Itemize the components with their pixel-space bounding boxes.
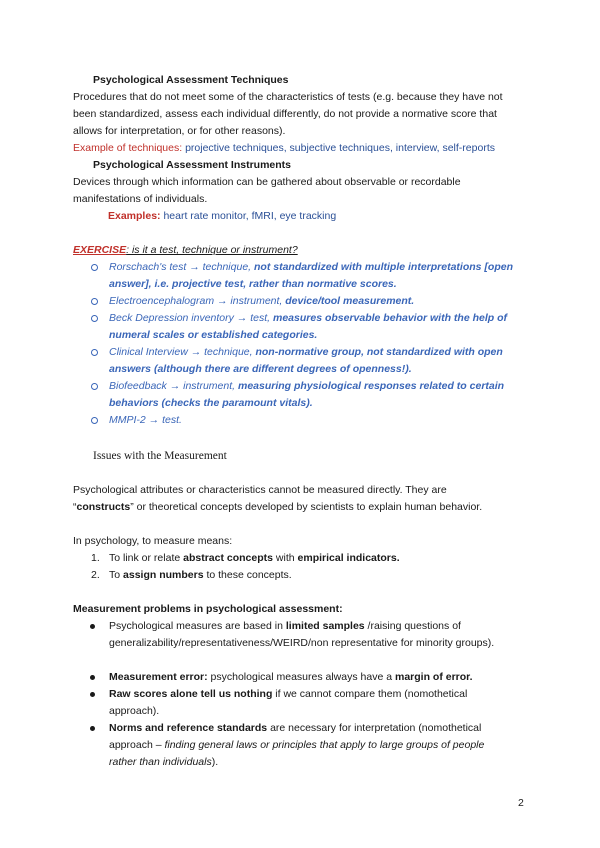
problem-item (73, 618, 543, 652)
exercise-item-bold-line2: numeral scales or established categories. (109, 329, 318, 341)
measure-step-pre: To (109, 569, 124, 581)
constructs-word: constructs (76, 501, 131, 513)
problems-heading: Measurement problems in psychological assessment: (73, 603, 343, 615)
measure-step-mid: with (273, 552, 298, 564)
exercise-item-lead: Biofeedback → instrument, (109, 380, 238, 392)
problem-item-text: if we cannot compare them (nomothetical (272, 688, 468, 700)
problems-list-continued (73, 669, 543, 771)
exercise-item-lead: Beck Depression inventory → test, (109, 312, 273, 324)
techniques-definition-line: allows for interpretation, or for other reasons). (73, 125, 286, 137)
techniques-heading: Psychological Assessment Techniques (93, 74, 289, 86)
problem-item-text: generalizability/representativeness/WEIRD/non representative for minority groups). (109, 637, 495, 649)
exercise-prompt (73, 242, 298, 259)
techniques-definition-line: been standardized, assess each individual differently, do not provide a normative score that (73, 108, 497, 120)
exercise-item (73, 310, 543, 344)
problem-item-text: psychological measures always have a (207, 671, 395, 683)
exercise-item-bold-line2: answer], i.e. projective test, rather than normative scores. (109, 278, 397, 290)
problem-item-text: are necessary for interpretation (nomothetical (267, 722, 482, 734)
exercise-item-bold-line2: behaviors (checks the paramount vitals). (109, 397, 313, 409)
constructs-paragraph (73, 482, 533, 516)
techniques-example (73, 140, 533, 157)
problem-item-bold: Measurement error: (109, 671, 208, 683)
constructs-line (73, 499, 533, 516)
exercise-item-bold: not standardized with multiple interpretations [open (254, 261, 514, 273)
measure-step-bold: abstract concepts (183, 552, 273, 564)
instruments-definition (73, 174, 533, 208)
problem-item-text: ). (211, 756, 219, 768)
techniques-definition (73, 89, 533, 157)
measure-step-bold: assign numbers (123, 569, 204, 581)
exercise-list (73, 259, 543, 429)
exercise-label: EXERCISE (73, 244, 127, 256)
exercise-item (73, 412, 543, 429)
exercise-item-bold: measuring physiological responses related to certain (237, 380, 505, 392)
exercise-item-lead: Rorschach's test → technique, (109, 261, 254, 273)
problems-list (73, 618, 543, 652)
exercise-item-bold: measures observable behavior with the help of (273, 312, 507, 324)
measure-step-number: 2. (91, 569, 100, 581)
problem-item (73, 720, 543, 771)
techniques-definition-line: Procedures that do not meet some of the characteristics of tests (e.g. because they have not (73, 91, 503, 103)
exercise-item (73, 378, 543, 412)
measurement-heading: Issues with the Measurement (93, 450, 227, 462)
measure-intro: In psychology, to measure means: (73, 535, 233, 547)
exercise-item-lead: Electroencephalogram → instrument, (109, 295, 286, 307)
problem-item-bold: Norms and reference standards (109, 722, 268, 734)
measure-step (91, 567, 292, 584)
constructs-quote-open: “ (73, 501, 77, 513)
exercise-item-bold: device/tool measurement. (285, 295, 415, 307)
problem-item (73, 686, 543, 720)
instruments-example-text: heart rate monitor, fMRI, eye tracking (160, 210, 337, 222)
exercise-item (73, 344, 543, 378)
exercise-question: : is it a test, technique or instrument? (126, 244, 298, 256)
exercise-item-bold-line2: answers (although there are different degrees of openness!). (109, 363, 412, 375)
page-number: 2 (518, 797, 524, 809)
exercise-item (73, 293, 543, 310)
techniques-example-label: Example of techniques: (73, 142, 183, 154)
instruments-heading: Psychological Assessment Instruments (93, 159, 292, 171)
exercise-item-lead: MMPI-2 → test. (109, 414, 182, 426)
techniques-example-text: projective techniques, subjective techniques, interview, self-reports (182, 142, 495, 154)
problem-item-text: /raising questions of (364, 620, 461, 632)
instruments-example-label: Examples: (108, 210, 161, 222)
measure-step (91, 550, 400, 567)
measure-step-pre: To link or relate (109, 552, 184, 564)
problem-item-text: Psychological measures are based in (109, 620, 286, 632)
constructs-line: Psychological attributes or characteristics cannot be measured directly. They are (73, 484, 447, 496)
problem-item-italic: finding general laws or principles that apply to large groups of people (164, 739, 485, 751)
instruments-example (108, 208, 336, 225)
exercise-item-lead: Clinical Interview → technique, (109, 346, 256, 358)
problem-item-italic: rather than individuals (109, 756, 212, 768)
measure-step-number: 1. (91, 552, 100, 564)
problem-item-bold: margin of error. (394, 671, 473, 683)
problem-item-text: approach – (109, 739, 165, 751)
problem-item-bold: limited samples (285, 620, 365, 632)
instruments-definition-line: manifestations of individuals. (73, 193, 208, 205)
instruments-definition-line: Devices through which information can be gathered about observable or recordable (73, 176, 461, 188)
measure-step-mid: to these concepts. (203, 569, 292, 581)
measure-step-bold: empirical indicators. (297, 552, 400, 564)
constructs-rest: ” or theoretical concepts developed by scientists to explain human behavior. (130, 501, 483, 513)
problem-item-bold: Raw scores alone tell us nothing (109, 688, 273, 700)
exercise-item (73, 259, 543, 293)
exercise-item-bold: non-normative group, not standardized with open (255, 346, 503, 358)
problem-item (73, 669, 543, 686)
problem-item-text: approach). (109, 705, 160, 717)
